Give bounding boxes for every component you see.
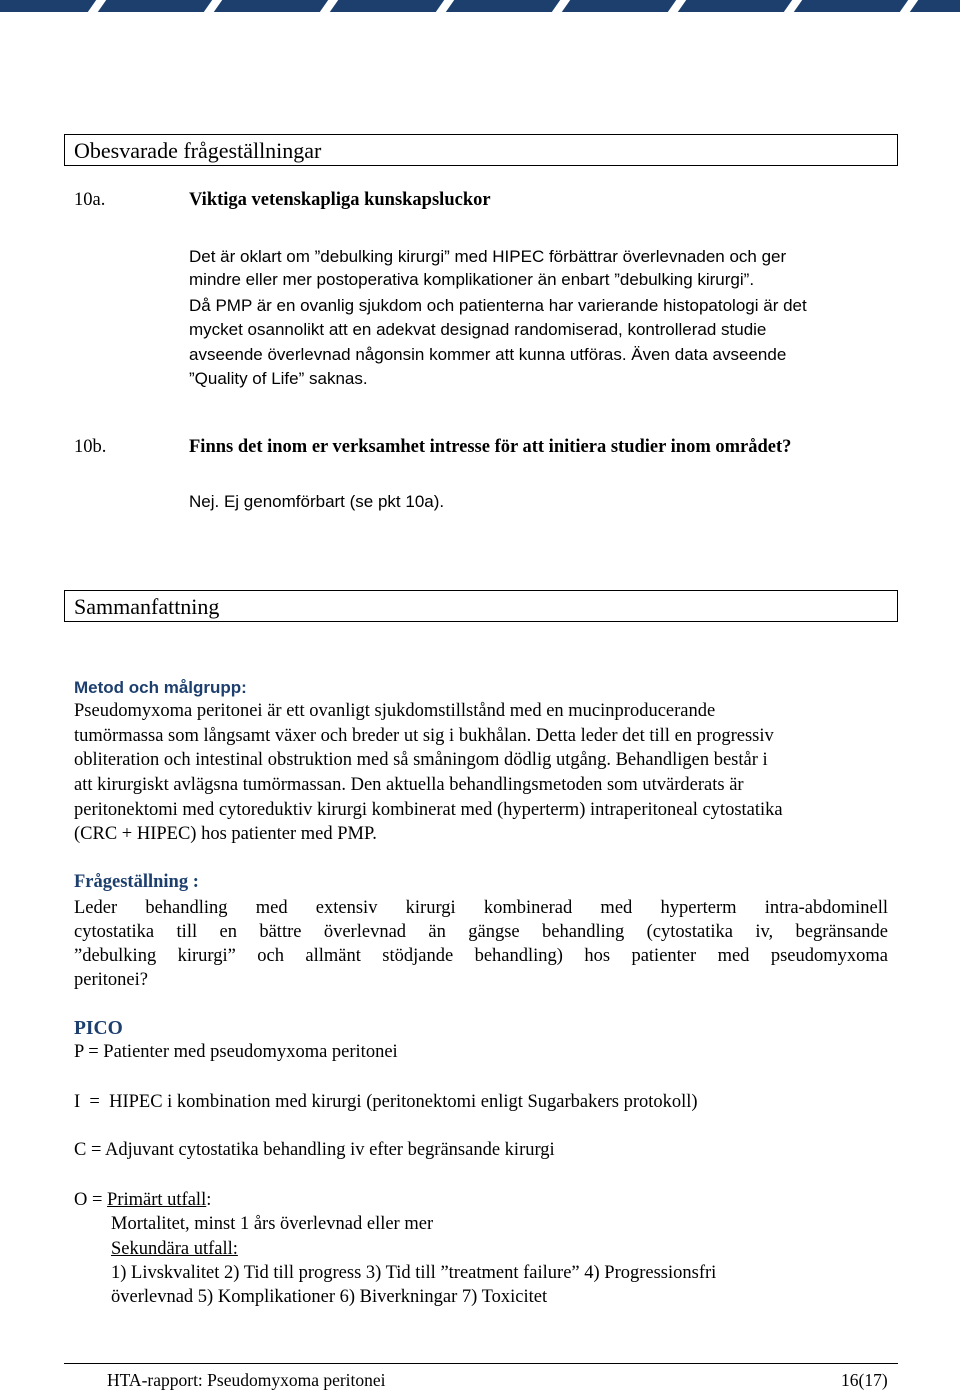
paragraph-line: mindre eller mer postoperativa komplikationer än enbart ”debulking kirurgi”.	[189, 270, 755, 289]
secondary-outcome-label: Sekundära utfall:	[111, 1239, 238, 1259]
secondary-outcome-line: 1) Livskvalitet 2) Tid till progress 3) Tid till ”treatment failure” 4) Progressionsfri	[111, 1263, 717, 1283]
pico-o-prefix: O =	[74, 1190, 108, 1210]
paragraph-line: obliteration och intestinal obstruktion med så småningom dödlig utgång. Behandligen består i	[74, 750, 768, 770]
section-header-obesvarade	[64, 134, 898, 166]
paragraph-line: peritonei?	[74, 970, 148, 990]
section-header-title: Sammanfattning	[74, 594, 220, 619]
paragraph-line: ”Quality of Life” saknas.	[189, 369, 368, 388]
pico-i-line: I = HIPEC i kombination med kirurgi (peritonektomi enligt Sugarbakers protokoll)	[74, 1092, 698, 1112]
top-decorative-bar	[0, 0, 960, 12]
paragraph-line: cytostatika till en bättre överlevnad än gängse behandling (cytostatika iv, begränsande	[74, 922, 888, 942]
pico-o-line	[74, 1190, 211, 1211]
paragraph-line: peritonektomi med cytoreduktiv kirurgi kombinerat med (hyperterm) intraperitoneal cytostatika	[74, 800, 783, 820]
paragraph-line: Pseudomyxoma peritonei är ett ovanligt sjukdomstillstånd med en mucinproducerande	[74, 701, 716, 721]
paragraph-line: tumörmassa som långsamt växer och breder ut sig i bukhålan. Detta leder det till en progressiv	[74, 726, 774, 746]
metod-heading: Metod och målgrupp:	[74, 678, 247, 697]
primary-outcome-text: Mortalitet, minst 1 års överlevnad eller mer	[111, 1214, 434, 1234]
question-10a-title: Viktiga vetenskapliga kunskapsluckor	[189, 190, 491, 210]
paragraph-line: ”debulking kirurgi” och allmänt stödjande behandling) hos patienter med pseudomyxoma	[74, 946, 888, 966]
question-10b-title: Finns det inom er verksamhet intresse för att initiera studier inom området?	[189, 437, 792, 457]
section-header-sammanfattning	[64, 590, 898, 622]
pico-heading: PICO	[74, 1018, 123, 1039]
paragraph-line: Det är oklart om ”debulking kirurgi” med HIPEC förbättrar överlevnaden och ger	[189, 247, 787, 266]
pico-p-line: P = Patienter med pseudomyxoma peritonei	[74, 1042, 398, 1062]
paragraph-line: Då PMP är en ovanlig sjukdom och patienterna har varierande histopatologi är det	[189, 296, 807, 315]
paragraph-line: mycket osannolikt att en adekvat designad randomiserad, kontrollerad studie	[189, 320, 767, 339]
footer-divider	[64, 1363, 898, 1364]
primary-outcome-label: Primärt utfall	[107, 1190, 207, 1210]
fragestallning-heading: Frågeställning :	[74, 872, 199, 892]
paragraph-line: att kirurgiskt avlägsna tumörmassan. Den aktuella behandlingsmetoden som utvärderats är	[74, 775, 744, 795]
paragraph-line: Leder behandling med extensiv kirurgi kombinerad med hyperterm intra-abdominell	[74, 898, 888, 918]
pico-c-line: C = Adjuvant cytostatika behandling iv efter begränsande kirurgi	[74, 1140, 555, 1160]
footer-page-number: 16(17)	[841, 1370, 888, 1390]
footer-report-title: HTA-rapport: Pseudomyxoma peritonei	[107, 1370, 386, 1390]
question-10b-answer: Nej. Ej genomförbart (se pkt 10a).	[189, 492, 445, 511]
paragraph-line: avseende överlevnad någonsin kommer att kunna utföras. Även data avseende	[189, 345, 787, 364]
question-10a-number: 10a.	[74, 190, 106, 210]
paragraph-line: (CRC + HIPEC) hos patienter med PMP.	[74, 824, 377, 844]
question-10b-number: 10b.	[74, 437, 107, 457]
secondary-outcome-line: överlevnad 5) Komplikationer 6) Biverkningar 7) Toxicitet	[111, 1287, 548, 1307]
section-header-title: Obesvarade frågeställningar	[74, 138, 322, 163]
primary-outcome-colon: :	[206, 1190, 212, 1210]
